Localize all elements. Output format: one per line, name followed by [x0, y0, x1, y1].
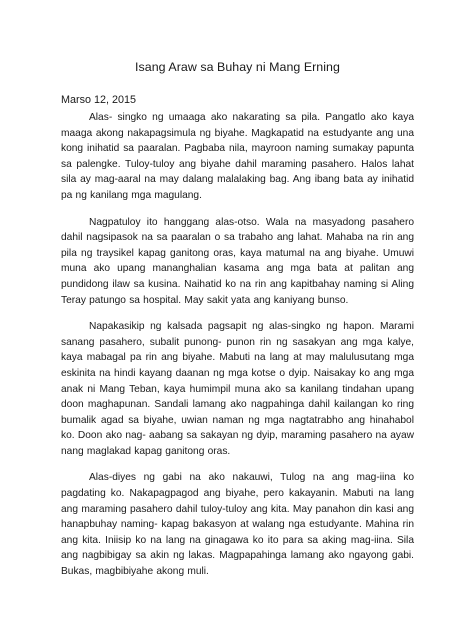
document-date: Marso 12, 2015: [61, 94, 137, 106]
document-title: Isang Araw sa Buhay ni Mang Erning: [135, 60, 340, 74]
paragraph-2: Nagpatuloy ito hanggang alas-otso. Wala na masyadong pasahero dahil nagsipasok na sa paaralan o sa trabaho ang lahat. Mahaba na rin ang pila ng traysikel kapag ganitong oras, kaya matumal na ang biyahe. Umuwi muna ako upang mananghalian kasama ang mga bata at palitan ang pundidong ilaw sa kusina. Naihatid ko na rin ang kapitbahay naming si Aling Teray patungo sa hospital. May sakit yata ang kaniyang bunso.: [61, 216, 414, 306]
paragraph-1: Alas- singko ng umaaga ako nakarating sa pila. Pangatlo ako kaya maaga akong nakapagsimula ng biyahe. Magkapatid na estudyante ang una kong inihatid sa paaralan. Pagbaba nila, mayroon naming sumakay papunta sa palengke. Tuloy-tuloy ang biyahe dahil maraming pasahero. Halos lahat sila ay mag-aaral na may dalang malalaking bag. Ang ibang bata ay inihatid pa ng kanilang mga magulang.: [61, 112, 414, 201]
paragraph-3: Napakasikip ng kalsada pagsapit ng alas-singko ng hapon. Marami sanang pasahero, subalit punong- punon rin ng sasakyan ang mga kalye, kaya mabagal pa rin ang biyahe. Mabuti na lang at may malulusutang mga eskinita na hindi kayang daanan ng mga kotse o dyip. Naisakay ko ang mga anak ni Mang Teban, kaya humimpil muna ako sa kanilang tindahan upang doon maghapunan. Sandali lamang ako nagpahinga dahil kailangan ko ring bumalik agad sa biyahe, uwian naman ng mga nagtatrabho ang hinahabol ko. Doon ako nag- aabang sa sakayan ng dyip, maraming pasahero na ayaw nang maglakad kapag ganitong oras.: [61, 321, 414, 457]
paragraph-4: Alas-diyes ng gabi na ako nakauwi, Tulog na ang mag-iina ko pagdating ko. Nakapagpagod ang biyahe, pero kakayanin. Mabuti na lang ang maraming pasahero dahil tuloy-tuloy ang kita. May panahon din kasi ang hanapbuhay naming- kapag bakasyon at walang nga estudyante. Mahina rin ang kita. Iniisip ko na lang na ginagawa ko ito para sa aking mag-iina. Sila ang nagbibigay sa akin ng lakas. Magpapahinga lamang ako ngayong gabi. Bukas, magbibiyahe akong muli.: [61, 472, 414, 578]
